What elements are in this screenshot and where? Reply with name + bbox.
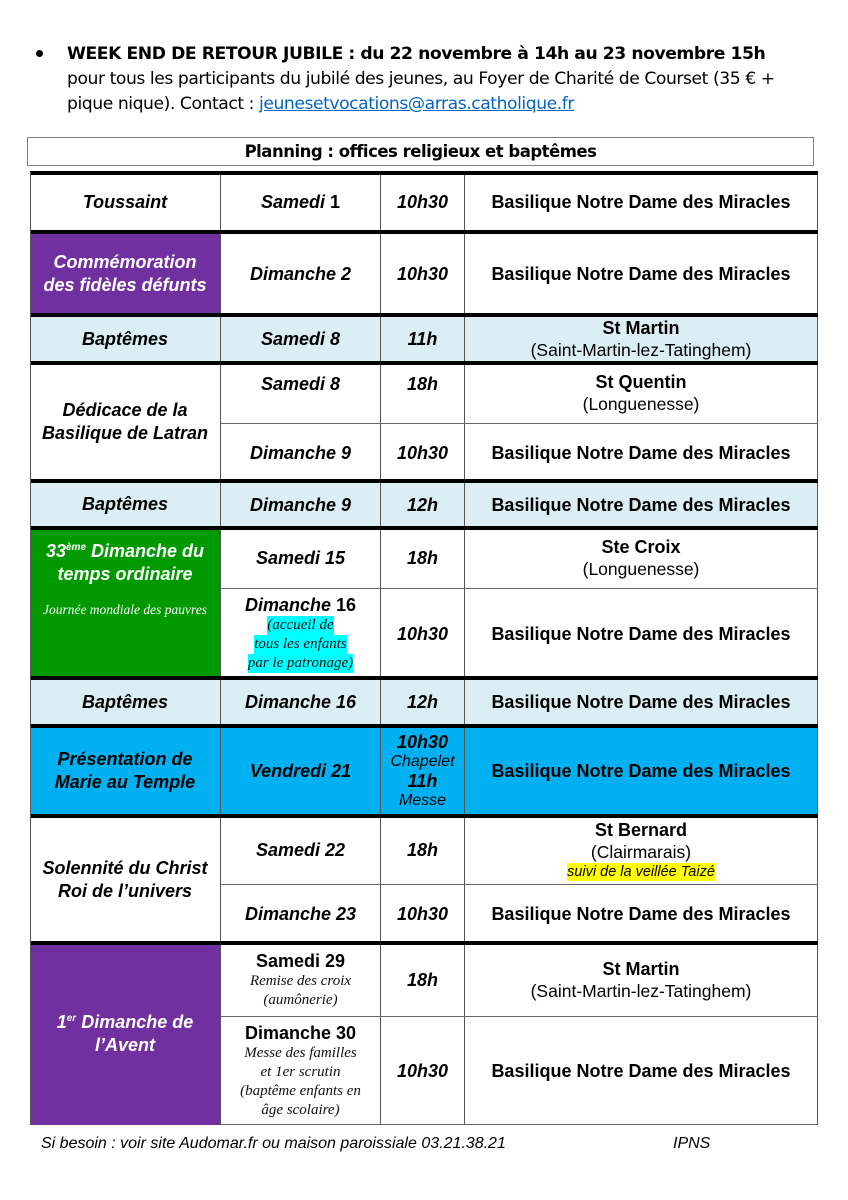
time-label: 10h30 [396, 192, 449, 212]
time-label: 18h [406, 548, 439, 568]
feast-name: Solennité du Christ Roi de l’univers [42, 857, 208, 901]
day-cell [221, 885, 381, 943]
time-note: Messe [398, 792, 447, 809]
day-note: âge scolaire) [261, 1102, 340, 1118]
row-border [30, 676, 818, 680]
feast-sup: er [66, 1013, 77, 1024]
row-border [30, 724, 818, 728]
place-cell [465, 232, 818, 315]
feast-note: Journée mondiale des pauvres [42, 602, 208, 617]
day-cell [221, 232, 381, 315]
feast-rest: Dimanche de l’Avent [76, 1012, 194, 1055]
day-label: Dimanche 16 [244, 692, 357, 712]
row-border [30, 171, 818, 175]
time-label: 11h [407, 771, 438, 791]
day-label: Samedi 15 [255, 548, 346, 568]
place-name: Basilique Notre Dame des Miracles [491, 263, 791, 284]
place-cell [465, 885, 818, 943]
day-cell [221, 481, 381, 528]
planning-title: Planning : offices religieux et baptêmes [27, 137, 814, 166]
feast-sup: ème [65, 542, 86, 553]
feast-rest: Dimanche du temps ordinaire [57, 541, 205, 584]
footer-ipns: IPNS [673, 1135, 711, 1152]
day-cell [221, 678, 381, 726]
feast-name [30, 540, 220, 586]
time-cell [381, 481, 465, 528]
place-cell [465, 528, 818, 588]
feast-cell [30, 943, 221, 1125]
place-note: suivi de la veillée Taizé [567, 864, 715, 880]
contact-email-link[interactable]: jeunesetvocations@arras.catholique.fr [259, 94, 575, 114]
time-cell [381, 678, 465, 726]
time-label: 18h [406, 969, 439, 990]
place-name: Basilique Notre Dame des Miracles [491, 904, 791, 924]
day-num: 16 [331, 595, 357, 615]
feast-name: Toussaint [82, 191, 168, 212]
schedule-table [30, 172, 818, 1125]
day-cell [221, 726, 381, 816]
day-label [261, 191, 340, 213]
place-cell [465, 589, 818, 678]
place-name: Basilique Notre Dame des Miracles [491, 761, 791, 781]
feast-name: Baptêmes [81, 691, 169, 712]
footer-contact: Si besoin : voir site Audomar.fr ou maison paroissiale 03.21.38.21 [41, 1135, 506, 1152]
time-cell [381, 363, 465, 423]
day-note: et 1er scrutin [260, 1064, 341, 1080]
place-cell [465, 363, 818, 423]
feast-name: Présentation de Marie au Temple [54, 749, 196, 792]
feast-name: Baptêmes [81, 494, 169, 514]
time-cell [381, 589, 465, 678]
feast-cell [30, 315, 221, 363]
time-cell [381, 528, 465, 588]
feast-cell [30, 232, 221, 315]
day-cell [221, 424, 381, 481]
row-border [30, 941, 818, 945]
table-left-border [30, 172, 31, 1125]
place-name: Basilique Notre Dame des Miracles [491, 192, 791, 212]
intro-paragraph [67, 42, 807, 117]
time-label: 12h [406, 692, 439, 712]
time-label: 10h30 [396, 263, 449, 284]
table-bottom-border [221, 1124, 818, 1125]
time-cell [381, 816, 465, 884]
day-cell [221, 363, 381, 423]
day-cell [221, 172, 381, 232]
place-cell [465, 172, 818, 232]
time-cell [381, 1017, 465, 1125]
bullet-icon [36, 50, 43, 57]
feast-name: Commémoration des fidèles défunts [43, 251, 207, 295]
day-note: par le patronage) [247, 655, 354, 671]
day-label [245, 594, 356, 616]
row-border [30, 479, 818, 483]
day-note: Messe des familles [244, 1045, 357, 1061]
time-label: 18h [406, 374, 439, 394]
place-cell [465, 678, 818, 726]
feast-cell [30, 816, 221, 943]
intro-bold: WEEK END DE RETOUR JUBILE : du 22 novembre à 14h au 23 novembre 15h [67, 44, 766, 64]
intro-text: pour tous les participants du jubilé des jeunes, au Foyer de Charité de Courset (35 € + pique nique). Contact : [67, 69, 775, 114]
place-cell [465, 943, 818, 1016]
feast-cell [30, 172, 221, 232]
place-sub: (Clairmarais) [590, 842, 692, 862]
day-note: (baptême enfants en [240, 1083, 361, 1099]
feast-name: Baptêmes [81, 328, 169, 349]
feast-cell [30, 726, 221, 816]
row-border [30, 526, 818, 530]
day-label: Dimanche 9 [249, 442, 352, 463]
time-label: 10h30 [396, 1061, 449, 1081]
day-cell [221, 315, 381, 363]
time-label: 12h [406, 494, 439, 515]
time-cell [381, 315, 465, 363]
day-word: Dimanche [244, 595, 331, 615]
place-name: Basilique Notre Dame des Miracles [491, 692, 791, 712]
day-note: Remise des croix [249, 972, 352, 989]
day-num: 1 [325, 192, 341, 212]
place-name: Basilique Notre Dame des Miracles [491, 442, 791, 463]
place-name: Basilique Notre Dame des Miracles [491, 623, 791, 644]
day-label: Dimanche 9 [249, 494, 352, 515]
feast-name: Dédicace de la Basilique de Latran [41, 400, 209, 443]
time-cell [381, 726, 465, 816]
row-border [30, 361, 818, 365]
place-cell [465, 816, 818, 884]
place-name: Basilique Notre Dame des Miracles [491, 494, 791, 515]
time-cell [381, 232, 465, 315]
place-name: Ste Croix [601, 537, 681, 557]
day-cell [221, 1017, 381, 1125]
time-cell [381, 424, 465, 481]
place-name: Basilique Notre Dame des Miracles [491, 1061, 791, 1081]
day-cell [221, 589, 381, 678]
time-label: 11h [407, 329, 438, 349]
day-cell [221, 528, 381, 588]
time-label: 18h [406, 840, 439, 860]
day-label: Dimanche 30 [244, 1023, 357, 1043]
day-label: Samedi 8 [260, 329, 341, 349]
time-cell [381, 885, 465, 943]
time-label: 10h30 [396, 442, 449, 463]
place-sub: (Saint-Martin-lez-Tatinghem) [530, 980, 752, 1001]
day-note: (aumônerie) [263, 991, 338, 1008]
feast-cell [30, 528, 221, 678]
day-note: tous les enfants [254, 636, 347, 652]
day-cell [221, 816, 381, 884]
row-border [30, 230, 818, 234]
day-note: (accueil de [267, 617, 334, 633]
place-cell [465, 424, 818, 481]
day-label: Dimanche 2 [249, 263, 352, 284]
time-label: 10h30 [396, 904, 449, 924]
day-label: Dimanche 23 [244, 904, 357, 924]
day-cell [221, 943, 381, 1016]
place-cell [465, 726, 818, 816]
feast-cell [30, 363, 221, 481]
place-name: St Martin [602, 318, 680, 338]
time-label: 10h30 [396, 732, 449, 752]
place-sub: (Saint-Martin-lez-Tatinghem) [530, 340, 752, 360]
row-border [30, 313, 818, 317]
day-label: Samedi 8 [260, 374, 341, 394]
place-cell [465, 481, 818, 528]
feast-cell [30, 678, 221, 726]
place-sub: (Longuenesse) [582, 559, 700, 579]
feast-name [30, 1011, 220, 1057]
feast-num: 33 [45, 541, 66, 561]
place-cell [465, 315, 818, 363]
time-cell [381, 943, 465, 1016]
place-name: St Bernard [594, 820, 688, 840]
day-label: Samedi 22 [255, 840, 346, 860]
day-word: Samedi [260, 192, 325, 212]
time-label: 10h30 [396, 623, 449, 644]
place-name: St Quentin [595, 372, 687, 392]
place-sub: (Longuenesse) [582, 394, 700, 414]
time-cell [381, 172, 465, 232]
row-border [30, 814, 818, 818]
time-note: Chapelet [390, 753, 455, 770]
feast-num: 1 [56, 1012, 67, 1032]
place-cell [465, 1017, 818, 1125]
day-label: Samedi 29 [255, 950, 346, 971]
day-label: Vendredi 21 [249, 761, 352, 781]
feast-cell [30, 481, 221, 528]
place-name: St Martin [602, 958, 680, 979]
